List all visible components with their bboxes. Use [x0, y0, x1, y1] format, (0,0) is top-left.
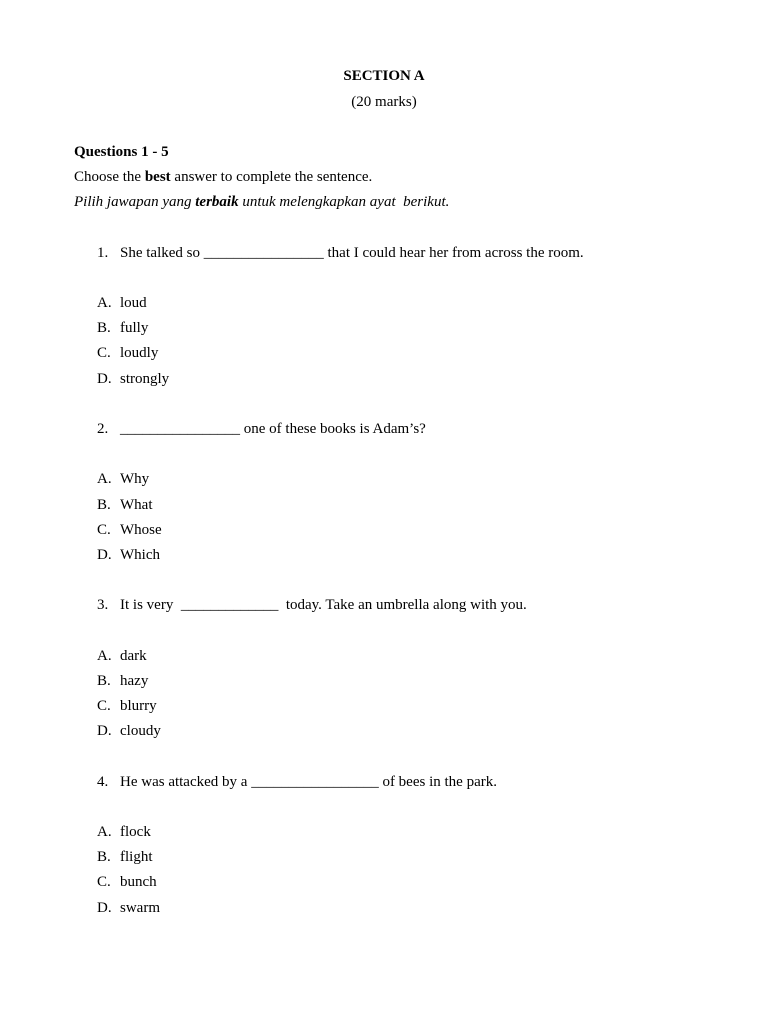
instruction-malay-after: untuk melengkapkan ayat berikut.: [238, 194, 450, 211]
option-letter: A.: [97, 647, 112, 664]
option-letter: A.: [97, 471, 112, 488]
answer-option: [0, 719, 768, 744]
option-text: blurry: [120, 698, 157, 715]
question-3: [0, 593, 768, 744]
answer-options: [0, 291, 768, 392]
instruction-malay-emphasis: terbaik: [195, 194, 239, 211]
option-letter: D.: [97, 899, 112, 916]
option-letter: C.: [97, 698, 111, 715]
question-stem: [0, 241, 768, 266]
answer-option: [0, 543, 768, 568]
answer-options: [0, 467, 768, 568]
answer-option: [0, 845, 768, 870]
option-letter: A.: [97, 295, 112, 312]
instruction-english: [0, 165, 768, 190]
question-2: [0, 417, 768, 568]
option-text: strongly: [120, 370, 170, 387]
answer-options: [0, 820, 768, 921]
option-text: cloudy: [120, 723, 161, 740]
option-text: What: [120, 496, 153, 513]
option-letter: B.: [97, 672, 111, 689]
option-letter: B.: [97, 320, 111, 337]
section-marks: (20 marks): [351, 93, 417, 110]
option-text: Why: [120, 471, 150, 488]
question-text: She talked so ________________ that I could hear her from across the room.: [120, 244, 584, 261]
option-text: bunch: [120, 874, 157, 891]
option-letter: D.: [97, 723, 112, 740]
question-4: [0, 770, 768, 921]
option-letter: B.: [97, 496, 111, 513]
instruction-english-emphasis: best: [144, 169, 171, 186]
question-number: 1.: [97, 244, 109, 261]
instruction-malay: [0, 190, 768, 215]
answer-option: [0, 896, 768, 921]
option-letter: C.: [97, 345, 111, 362]
option-text: flight: [120, 849, 153, 866]
answer-option: [0, 367, 768, 392]
question-stem: [0, 593, 768, 618]
option-letter: C.: [97, 874, 111, 891]
answer-option: [0, 644, 768, 669]
option-letter: B.: [97, 849, 111, 866]
questions-heading: Questions 1 - 5: [74, 143, 169, 160]
instruction-english-before: Choose the: [74, 169, 145, 186]
option-text: fully: [120, 320, 149, 337]
option-letter: D.: [97, 546, 112, 563]
answer-option: [0, 341, 768, 366]
answer-option: [0, 870, 768, 895]
question-1: [0, 241, 768, 392]
option-letter: A.: [97, 824, 112, 841]
answer-options: [0, 644, 768, 745]
section-title: SECTION A: [343, 68, 425, 85]
question-number: 4.: [97, 773, 109, 790]
option-letter: C.: [97, 521, 111, 538]
answer-option: [0, 820, 768, 845]
question-text: He was attacked by a _________________ of bees in the park.: [120, 773, 497, 790]
option-text: swarm: [120, 899, 160, 916]
answer-option: [0, 316, 768, 341]
question-stem: [0, 417, 768, 442]
question-stem: [0, 770, 768, 795]
answer-option: [0, 518, 768, 543]
answer-option: [0, 493, 768, 518]
answer-option: [0, 291, 768, 316]
answer-option: [0, 694, 768, 719]
option-text: flock: [120, 824, 151, 841]
option-letter: D.: [97, 370, 112, 387]
page-content: [0, 64, 768, 920]
option-text: Which: [120, 546, 160, 563]
question-number: 2.: [97, 421, 109, 438]
option-text: loud: [120, 295, 147, 312]
option-text: dark: [120, 647, 147, 664]
instruction-malay-before: Pilih jawapan yang: [74, 194, 196, 211]
option-text: Whose: [120, 521, 162, 538]
question-text: It is very _____________ today. Take an umbrella along with you.: [120, 597, 527, 614]
question-text: ________________ one of these books is Adam’s?: [120, 421, 426, 438]
option-text: hazy: [120, 672, 149, 689]
answer-option: [0, 669, 768, 694]
instruction-english-after: answer to complete the sentence.: [170, 169, 373, 186]
question-number: 3.: [97, 597, 109, 614]
answer-option: [0, 467, 768, 492]
option-text: loudly: [120, 345, 159, 362]
